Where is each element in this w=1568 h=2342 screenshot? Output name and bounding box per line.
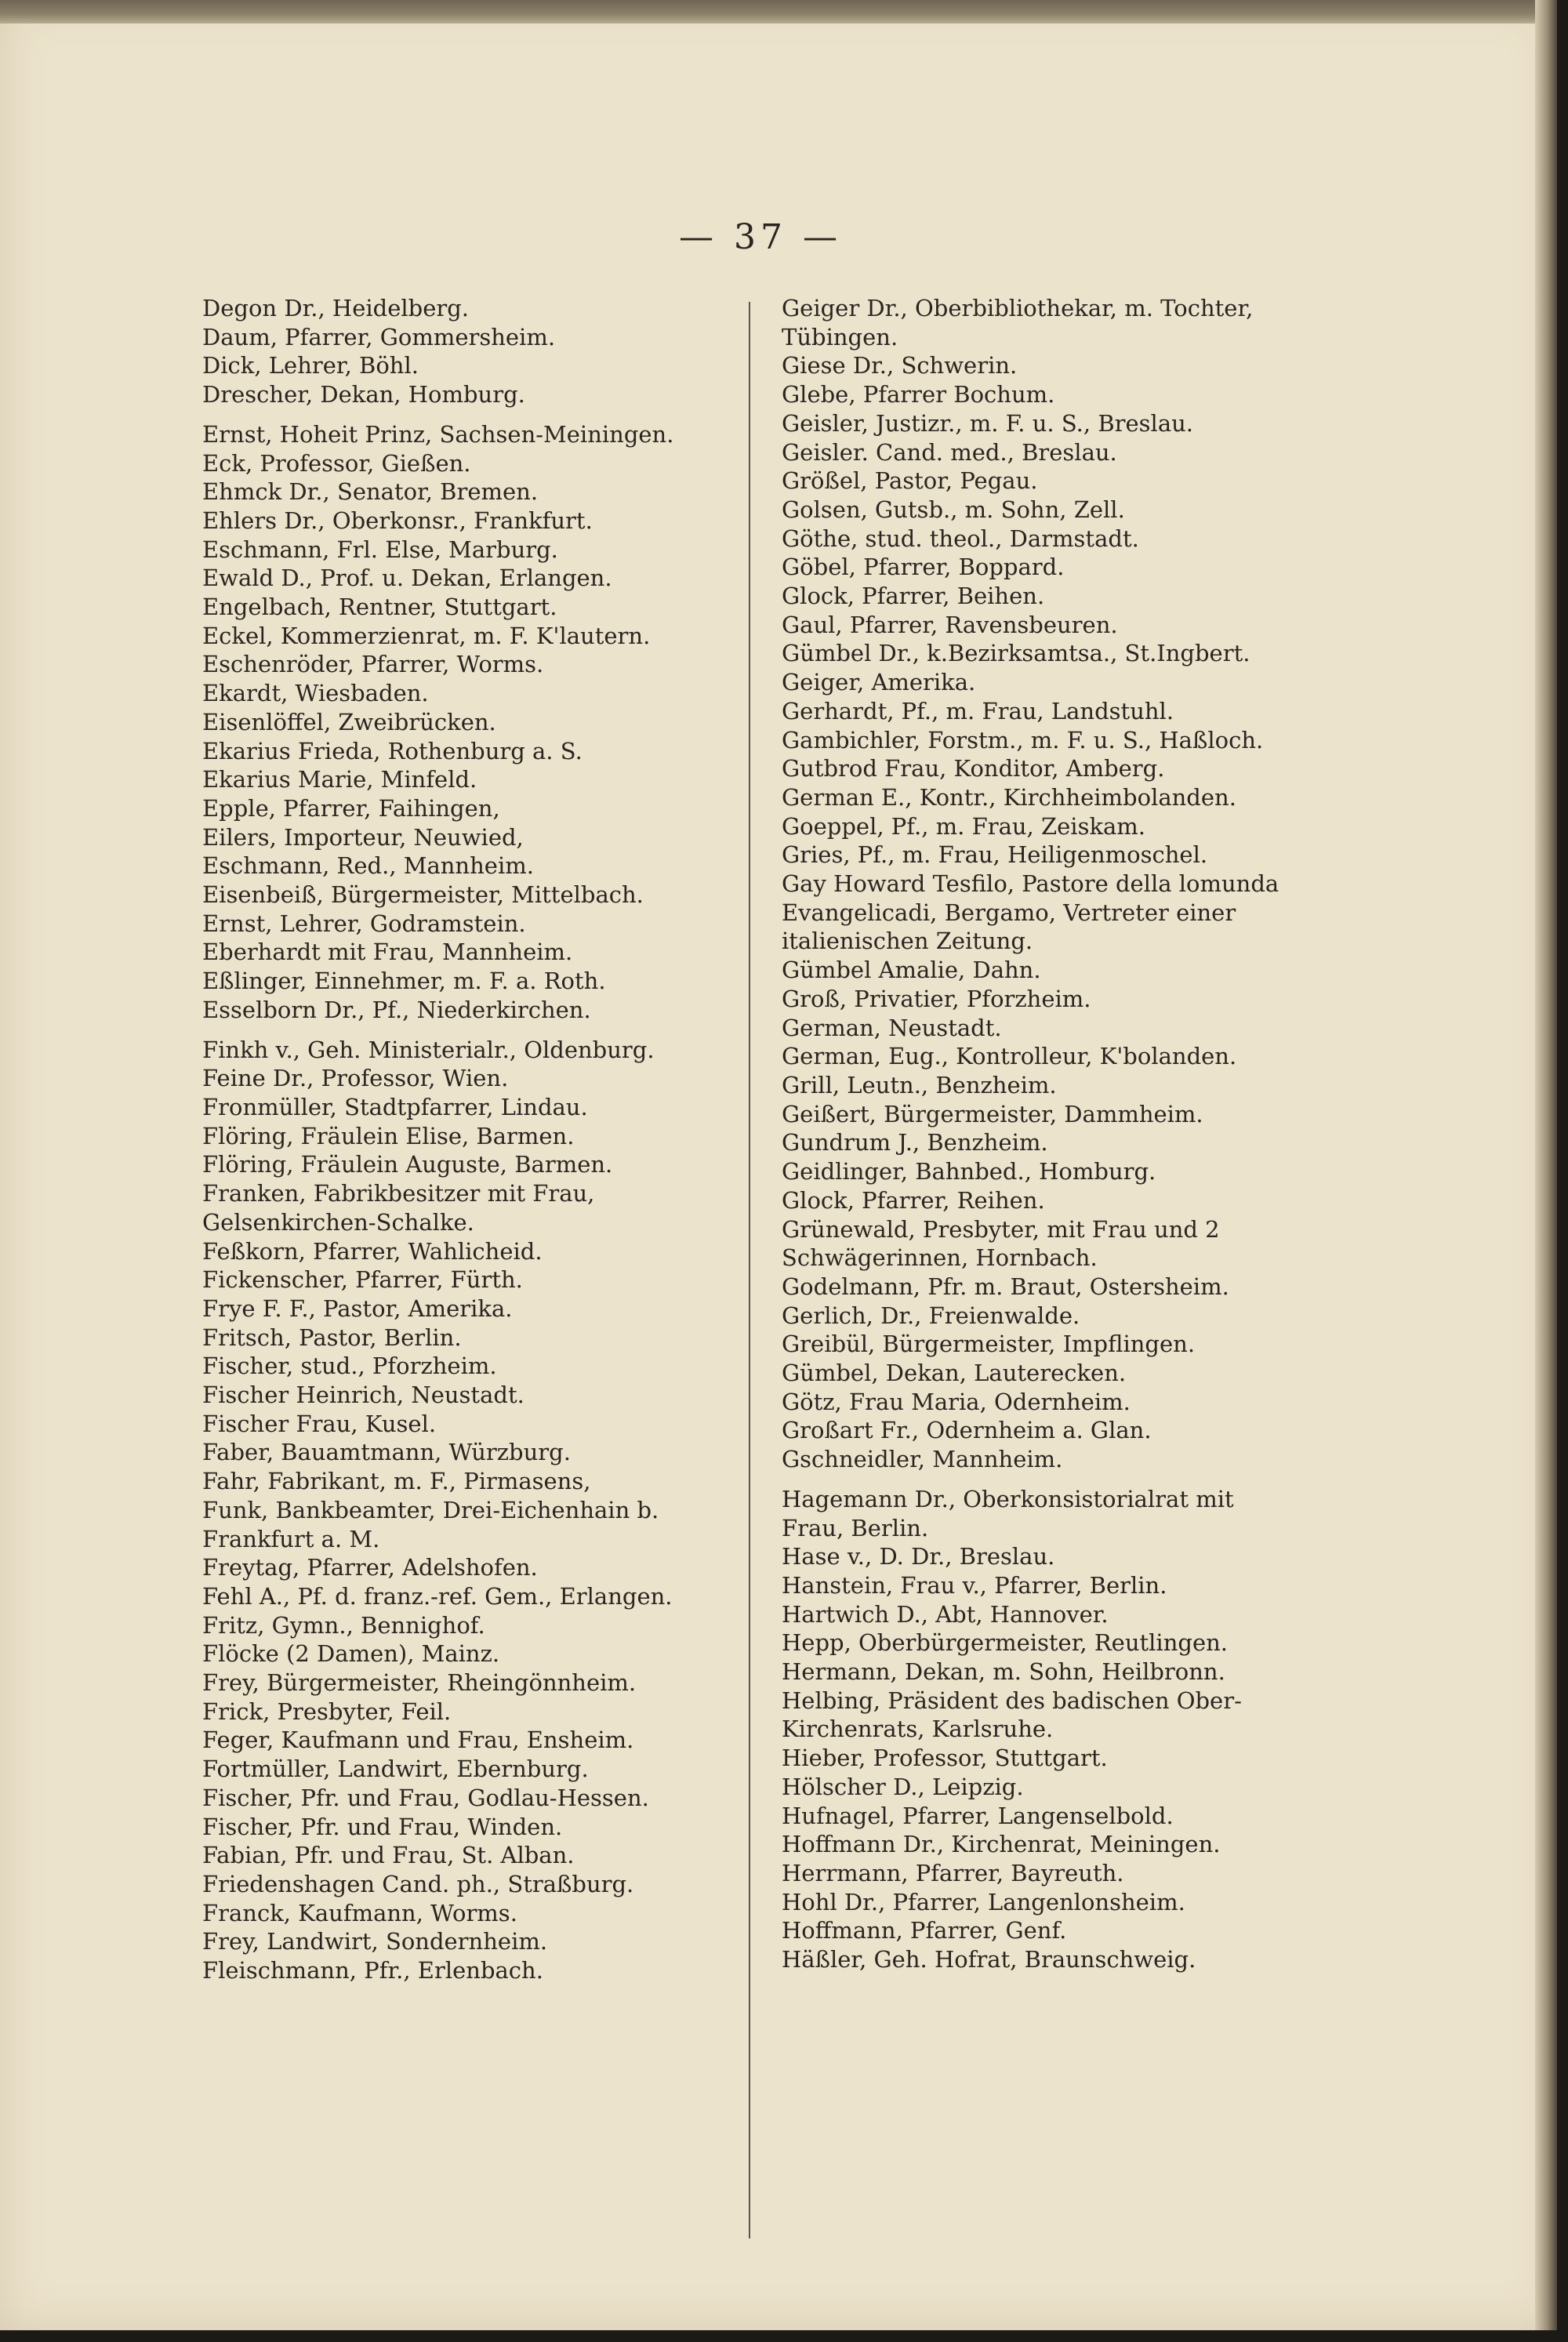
index-entry: Grünewald, Presbyter, mit Frau und 2 Schwägerinnen, Hornbach. (782, 1215, 1220, 1272)
index-entry: Daum, Pfarrer, Gommersheim. (202, 323, 556, 350)
page-binding-edge (1535, 0, 1557, 2330)
index-entry: Gay Howard Tesfilo, Pastore della lomunda Evangelicadi, Bergamo, Vertreter einer italienischen Zeitung. (782, 870, 1279, 955)
index-entry: Fahr, Fabrikant, m. F., Pirmasens, (202, 1468, 591, 1495)
index-entry: Ewald D., Prof. u. Dekan, Erlangen. (202, 565, 612, 592)
index-entry: Größel, Pastor, Pegau. (782, 467, 1038, 495)
index-entry: Hanstein, Frau v., Pfarrer, Berlin. (782, 1571, 1167, 1599)
index-entry: Eisenlöffel, Zweibrücken. (202, 708, 496, 735)
index-entry: Faber, Bauamtmann, Würzburg. (202, 1439, 571, 1466)
index-entry: Eberhardt mit Frau, Mannheim. (202, 939, 573, 966)
index-entry: Gümbel, Dekan, Lauterecken. (782, 1360, 1127, 1387)
index-entry: Fabian, Pfr. und Frau, St. Alban. (202, 1842, 575, 1869)
index-entry: Eisenbeiß, Bürgermeister, Mittelbach. (202, 881, 644, 909)
index-entry: Franken, Fabrikbesitzer mit Frau, Gelsenkirchen-Schalke. (202, 1180, 595, 1236)
index-entry: Fritsch, Pastor, Berlin. (202, 1324, 462, 1351)
index-entry: Göthe, stud. theol., Darmstadt. (782, 525, 1139, 552)
index-entry: Geiger Dr., Oberbibliothekar, m. Tochter, Tübingen. (782, 295, 1254, 350)
index-entry: Feger, Kaufmann und Frau, Ensheim. (202, 1727, 634, 1754)
index-entry: Geisler, Justizr., m. F. u. S., Breslau. (782, 409, 1194, 437)
index-entry: Fischer Heinrich, Neustadt. (202, 1382, 524, 1409)
page-number: — 37 — (679, 217, 842, 257)
index-entry: Hoffmann, Pfarrer, Genf. (782, 1917, 1067, 1944)
index-entry: Franck, Kaufmann, Worms. (202, 1899, 517, 1926)
index-entry: Gundrum J., Benzheim. (782, 1129, 1048, 1156)
index-entry: Eckel, Kommerzienrat, m. F. K'lautern. (202, 622, 651, 649)
index-entry: Eschenröder, Pfarrer, Worms. (202, 651, 544, 678)
index-entry: Flöring, Fräulein Elise, Barmen. (202, 1122, 575, 1149)
index-entry: Grill, Leutn., Benzheim. (782, 1071, 1057, 1098)
index-entry: Glock, Pfarrer, Beihen. (782, 583, 1045, 610)
index-entry: Golsen, Gutsb., m. Sohn, Zell. (782, 496, 1125, 523)
index-entry: Fritz, Gymn., Bennighof. (202, 1611, 485, 1639)
index-entry: German, Eug., Kontrolleur, K'bolanden. (782, 1043, 1237, 1070)
index-entry: Hoffmann Dr., Kirchenrat, Meiningen. (782, 1831, 1221, 1858)
index-entry: Frey, Bürgermeister, Rheingönnheim. (202, 1669, 637, 1697)
index-entry: Eilers, Importeur, Neuwied, (202, 823, 524, 851)
index-entry: Ehmck Dr., Senator, Bremen. (202, 478, 539, 506)
index-entry: Göbel, Pfarrer, Boppard. (782, 554, 1065, 581)
index-entry: Fischer, Pfr. und Frau, Godlau-Hessen. (202, 1784, 649, 1811)
index-entry: German E., Kontr., Kirchheimbolanden. (782, 783, 1236, 811)
index-entry: Ernst, Hoheit Prinz, Sachsen-Meiningen. (202, 420, 674, 448)
page-top-edge (0, 0, 1557, 24)
index-entry: Gaul, Pfarrer, Ravensbeuren. (782, 611, 1118, 638)
index-entry: Eschmann, Frl. Else, Marburg. (202, 536, 558, 563)
index-entry: Helbing, Präsident des badischen Ober-Kirchenrats, Karlsruhe. (782, 1687, 1242, 1743)
index-entry: Gschneidler, Mannheim. (782, 1446, 1063, 1473)
index-entry: Esselborn Dr., Pf., Niederkirchen. (202, 996, 591, 1023)
index-entry: Dick, Lehrer, Böhl. (202, 352, 419, 379)
index-entry: Hieber, Professor, Stuttgart. (782, 1745, 1108, 1772)
index-entry: Ekarius Frieda, Rothenburg a. S. (202, 737, 583, 764)
index-entry: Gerhardt, Pf., m. Frau, Landstuhl. (782, 697, 1174, 724)
index-entry: Hagemann Dr., Oberkonsistorialrat mit Frau, Berlin. (782, 1485, 1234, 1541)
index-entry: Fehl A., Pf. d. franz.-ref. Gem., Erlangen. (202, 1582, 673, 1610)
index-entry: Hohl Dr., Pfarrer, Langenlonsheim. (782, 1888, 1185, 1915)
index-entry: Frick, Presbyter, Feil. (202, 1697, 452, 1725)
index-entry: Goeppel, Pf., m. Frau, Zeiskam. (782, 812, 1146, 840)
index-entry: Godelmann, Pfr. m. Braut, Ostersheim. (782, 1273, 1229, 1300)
index-entry: Gümbel Amalie, Dahn. (782, 957, 1041, 984)
index-entry: Gerlich, Dr., Freienwalde. (782, 1302, 1080, 1329)
index-entry: Frey, Landwirt, Sondernheim. (202, 1928, 548, 1955)
index-entry: Finkh v., Geh. Ministerialr., Oldenburg. (202, 1036, 655, 1063)
index-entry: Fischer, stud., Pforzheim. (202, 1353, 497, 1380)
index-entry: Freytag, Pfarrer, Adelshofen. (202, 1554, 538, 1581)
index-entry: Fickenscher, Pfarrer, Fürth. (202, 1266, 523, 1294)
index-entry: Ekardt, Wiesbaden. (202, 680, 429, 707)
index-entry: Feßkorn, Pfarrer, Wahlicheid. (202, 1237, 543, 1265)
index-entry: Ernst, Lehrer, Godramstein. (202, 910, 526, 937)
index-entry: Eck, Professor, Gießen. (202, 449, 471, 477)
index-entry: Geisler. Cand. med., Breslau. (782, 438, 1117, 466)
index-entry: Geißert, Bürgermeister, Dammheim. (782, 1100, 1203, 1127)
index-entry: Fischer Frau, Kusel. (202, 1410, 437, 1437)
index-entry: Geiger, Amerika. (782, 669, 976, 696)
index-entry: Fronmüller, Stadtpfarrer, Lindau. (202, 1093, 588, 1120)
index-entry: Eschmann, Red., Mannheim. (202, 852, 534, 880)
index-entry: Gümbel Dr., k.Bezirksamtsa., St.Ingbert. (782, 640, 1250, 667)
right-column (782, 294, 1283, 1974)
index-entry: Giese Dr., Schwerin. (782, 352, 1018, 379)
index-entry: Ehlers Dr., Oberkonsr., Frankfurt. (202, 507, 593, 534)
index-entry: Gambichler, Forstm., m. F. u. S., Haßloch. (782, 726, 1264, 753)
index-entry: Häßler, Geh. Hofrat, Braunschweig. (782, 1946, 1196, 1973)
index-entry: German, Neustadt. (782, 1014, 1002, 1041)
index-entry: Groß, Privatier, Pforzheim. (782, 985, 1091, 1012)
index-entry: Funk, Bankbeamter, Drei-Eichenhain b. Frankfurt a. M. (202, 1496, 659, 1552)
index-entry: Ekarius Marie, Minfeld. (202, 766, 477, 793)
index-entry: Drescher, Dekan, Homburg. (202, 381, 525, 408)
index-entry: Großart Fr., Odernheim a. Glan. (782, 1417, 1152, 1444)
index-entry: Friedenshagen Cand. ph., Straßburg. (202, 1870, 634, 1897)
index-entry: Flöring, Fräulein Auguste, Barmen. (202, 1151, 613, 1178)
index-entry: Hase v., D. Dr., Breslau. (782, 1543, 1055, 1570)
index-entry: Engelbach, Rentner, Stuttgart. (202, 594, 557, 621)
index-entry: Gries, Pf., m. Frau, Heiligenmoschel. (782, 841, 1208, 869)
index-entry: Fleischmann, Pfr., Erlenbach. (202, 1957, 543, 1984)
index-entry: Fischer, Pfr. und Frau, Winden. (202, 1813, 563, 1840)
left-column (202, 294, 729, 1985)
column-divider (749, 302, 750, 2239)
index-entry: Geidlinger, Bahnbed., Homburg. (782, 1158, 1156, 1186)
index-entry: Fortmüller, Landwirt, Ebernburg. (202, 1756, 589, 1783)
index-entry: Flöcke (2 Damen), Mainz. (202, 1640, 500, 1668)
index-entry: Frye F. F., Pastor, Amerika. (202, 1294, 513, 1322)
index-entry: Feine Dr., Professor, Wien. (202, 1065, 509, 1092)
index-entry: Hermann, Dekan, m. Sohn, Heilbronn. (782, 1658, 1225, 1686)
index-entry: Eßlinger, Einnehmer, m. F. a. Roth. (202, 968, 606, 995)
index-entry: Degon Dr., Heidelberg. (202, 295, 470, 321)
index-entry: Epple, Pfarrer, Faihingen, (202, 794, 500, 822)
index-entry: Hölscher D., Leipzig. (782, 1773, 1024, 1800)
index-entry: Hufnagel, Pfarrer, Langenselbold. (782, 1802, 1174, 1829)
index-entry: Gutbrod Frau, Konditor, Amberg. (782, 755, 1165, 782)
index-entry: Herrmann, Pfarrer, Bayreuth. (782, 1859, 1124, 1886)
index-entry: Götz, Frau Maria, Odernheim. (782, 1388, 1131, 1415)
index-entry: Glock, Pfarrer, Reihen. (782, 1186, 1045, 1214)
index-entry: Glebe, Pfarrer Bochum. (782, 381, 1055, 408)
index-entry: Hepp, Oberbürgermeister, Reutlingen. (782, 1629, 1228, 1657)
index-entry: Greibül, Bürgermeister, Impflingen. (782, 1331, 1196, 1358)
index-entry: Hartwich D., Abt, Hannover. (782, 1600, 1109, 1628)
